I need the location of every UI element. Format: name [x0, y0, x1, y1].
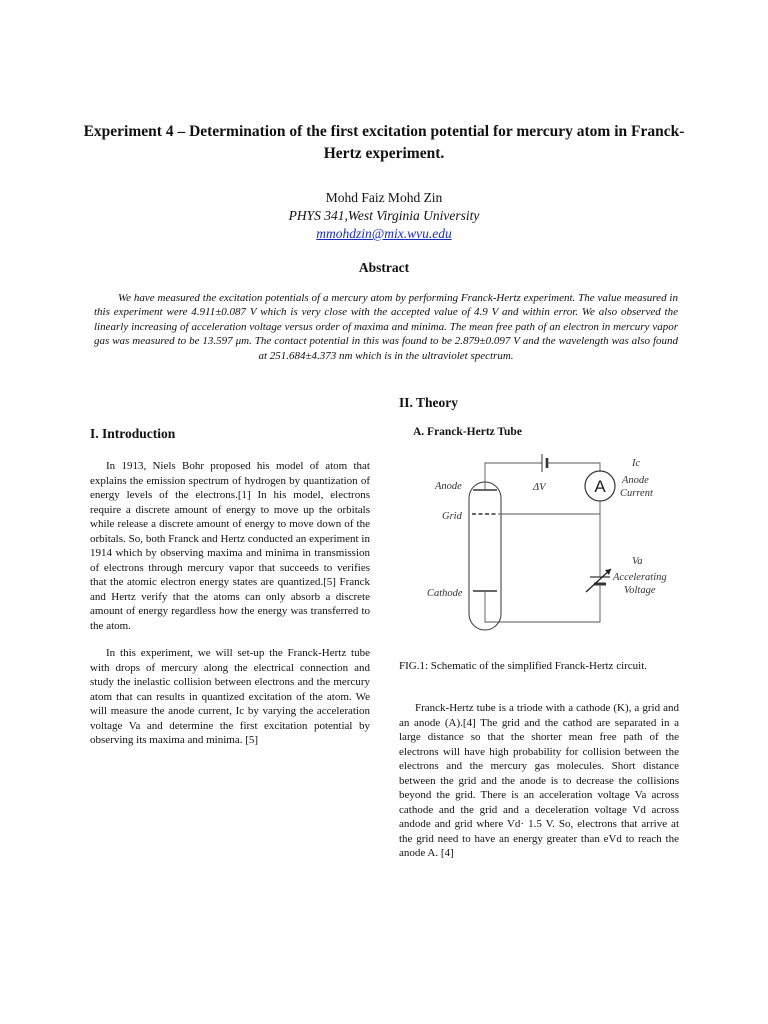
intro-paragraph-2 [90, 646, 370, 748]
section-heading-introduction: I. Introduction [90, 426, 176, 441]
abstract-heading: Abstract [358, 260, 410, 275]
label-anode-current-2: Current [620, 488, 653, 499]
label-anode: Anode [435, 481, 462, 492]
subsection-heading-franck-hertz-tube: A. Franck-Hertz Tube [413, 426, 522, 438]
label-anode-current-1: Anode [622, 475, 649, 486]
author-email-link[interactable]: mmohdzin@mix.wvu.edu [316, 226, 452, 241]
intro-paragraph-2-text: In this experiment, we will set-up the Franck-Hertz tube with drops of mercury along the electrical connection and study the inelastic collision between electrons and the mercury atom that can results in quantized excitation of the atom. We will measure the anode current, Ic by varying the acceleration voltage Va and determine the first excitation potential by observing its maxima and minima. [5] [90, 647, 370, 746]
section-heading-theory: II. Theory [399, 395, 459, 410]
theory-paragraph-text: Franck-Hertz tube is a triode with a cathode (K), a grid and an anode (A).[4] The grid and the cathod are separated in a large distance so that the shorter mean free path of the electrons will have high probability for collision between the electrons and the mercury gas molecules. Short distance between the grid and the anode is to decrease the collisions beyond the grid. There is an acceleration voltage Va across cathode and the grid and a deceleration voltage Vd across andode and grid where Vd· 1.5 V. So, electrons that arrive at the grid need to have an energy greater than eVd to reach the anode A. [4] [399, 702, 679, 859]
figure-caption: FIG.1: Schematic of the simplified Franck-Hertz circuit. [399, 660, 648, 672]
intro-paragraph-1-text: In 1913, Niels Bohr proposed his model of atom that explains the emission spectrum of hydrogen by quantization of energy levels of the electrons.[1] In his model, electrons require a discrete amount of energy to move up the orbitals while release a discrete amount of energy to move down of the orbitals. So, both Franck and Hertz conducted an experiment in 1914 which by observing maxima and minima in transmission of electrons through mercury vapor that succeeds to verifies that the atomic electron energy states are quantized.[5] Franck and Hertz verify that the atoms can only absorb a discrete amount of energy regardless how the energy was transferred to the atom. [90, 460, 370, 632]
label-accelerating-2: Voltage [624, 585, 656, 596]
theory-paragraph [399, 701, 679, 861]
franck-hertz-circuit-figure [410, 444, 692, 648]
abstract-body: We have measured the excitation potentials of a mercury atom by performing Franck-Hertz experiment. The value measured in this experiment were 4.911±0.087 V which is very close with the accepted value of 4.9 V and within error. We also observed the linearly increasing of acceleration voltage versus order of maxima and minima. The mean free path of an electron in mercury vapor gas was measured to be 13.597 μm. The contact potential in this was found to be 2.879±0.097 V and the wavelength was also found at 251.684±4.373 nm which is in the ultraviolet spectrum. [94, 292, 678, 362]
paper-title: Experiment 4 – Determination of the first excitation potential for mercury atom in Franck-Hertz experiment. [83, 123, 685, 162]
author-affiliation: PHYS 341,West Virginia University [288, 208, 480, 223]
label-accelerating-1: Accelerating [613, 572, 667, 583]
ammeter-label: A [594, 477, 606, 496]
label-cathode: Cathode [427, 588, 463, 599]
abstract-text [94, 291, 678, 363]
intro-paragraph-1 [90, 459, 370, 633]
circuit-diagram [410, 444, 692, 648]
label-ic: Ic [632, 458, 641, 469]
label-va: Va [632, 556, 643, 567]
label-grid: Grid [442, 511, 462, 522]
top-wire [547, 463, 600, 471]
label-delta-v: ΔV [533, 482, 546, 493]
bottom-wire [485, 584, 600, 622]
author-email [0, 226, 768, 242]
author-name: Mohd Faiz Mohd Zin [325, 190, 443, 205]
